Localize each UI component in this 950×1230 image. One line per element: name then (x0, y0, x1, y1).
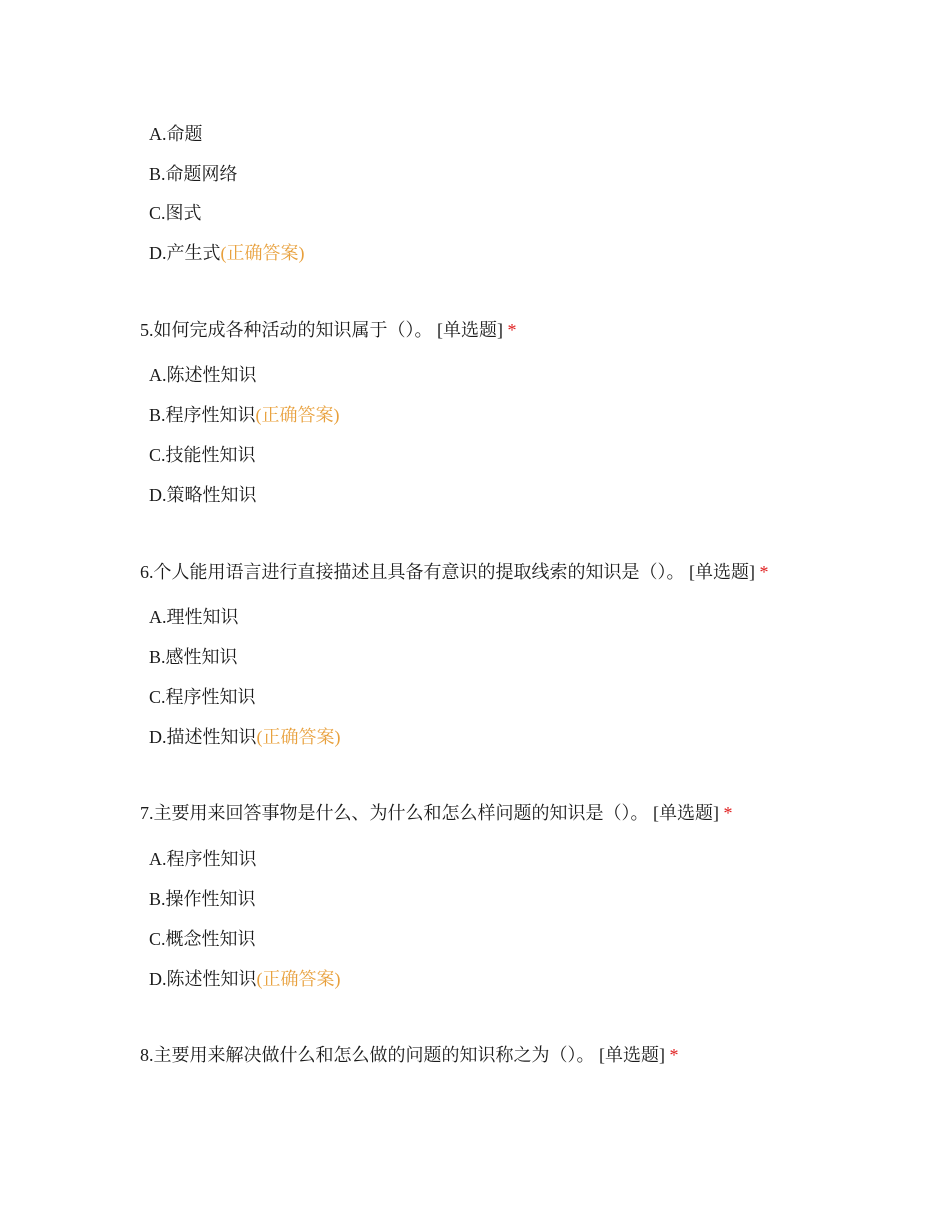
option-text: B.程序性知识 (149, 405, 256, 425)
required-mark: * (759, 562, 769, 582)
correct-answer-label: (正确答案) (220, 243, 305, 263)
question-type: [单选题] (437, 320, 503, 340)
question-text: 8.主要用来解决做什么和怎么做的问题的知识称之为（）。 (140, 1045, 595, 1065)
option-text: D.策略性知识 (149, 485, 257, 505)
correct-answer-label: (正确答案) (255, 405, 340, 425)
required-mark: * (723, 803, 733, 823)
option-text: B.感性知识 (149, 647, 238, 667)
q6-stem (140, 560, 769, 584)
question-type: [单选题] (689, 562, 755, 582)
option-text: B.操作性知识 (149, 889, 256, 909)
q4-option-d (149, 241, 305, 265)
option-text: D.产生式 (149, 243, 221, 263)
q7-option-a (149, 847, 257, 871)
q5-option-d (149, 483, 257, 507)
question-text: 5.如何完成各种活动的知识属于（）。 (140, 320, 433, 340)
question-text: 7.主要用来回答事物是什么、为什么和怎么样问题的知识是（）。 (140, 803, 649, 823)
required-mark: * (507, 320, 517, 340)
q6-option-b (149, 645, 238, 669)
required-mark: * (669, 1045, 679, 1065)
q5-option-b (149, 403, 340, 427)
q6-option-a (149, 605, 239, 629)
q4-option-a (149, 122, 203, 146)
option-text: B.命题网络 (149, 164, 238, 184)
option-text: D.描述性知识 (149, 727, 257, 747)
option-text: D.陈述性知识 (149, 969, 257, 989)
option-text: C.概念性知识 (149, 929, 256, 949)
q7-option-d (149, 967, 341, 991)
option-text: C.技能性知识 (149, 445, 256, 465)
q5-option-c (149, 443, 256, 467)
q8-stem (140, 1043, 679, 1067)
question-type: [单选题] (599, 1045, 665, 1065)
option-text: A.陈述性知识 (149, 365, 257, 385)
q7-stem (140, 801, 733, 825)
q4-option-b (149, 162, 238, 186)
option-text: A.命题 (149, 124, 203, 144)
q4-option-c (149, 201, 202, 225)
q6-option-c (149, 685, 256, 709)
q7-option-c (149, 927, 256, 951)
option-text: C.程序性知识 (149, 687, 256, 707)
option-text: C.图式 (149, 203, 202, 223)
question-type: [单选题] (653, 803, 719, 823)
correct-answer-label: (正确答案) (256, 727, 341, 747)
q5-stem (140, 318, 517, 342)
correct-answer-label: (正确答案) (256, 969, 341, 989)
option-text: A.程序性知识 (149, 849, 257, 869)
q6-option-d (149, 725, 341, 749)
q7-option-b (149, 887, 256, 911)
q5-option-a (149, 363, 257, 387)
option-text: A.理性知识 (149, 607, 239, 627)
question-text: 6.个人能用语言进行直接描述且具备有意识的提取线索的知识是（）。 (140, 562, 685, 582)
